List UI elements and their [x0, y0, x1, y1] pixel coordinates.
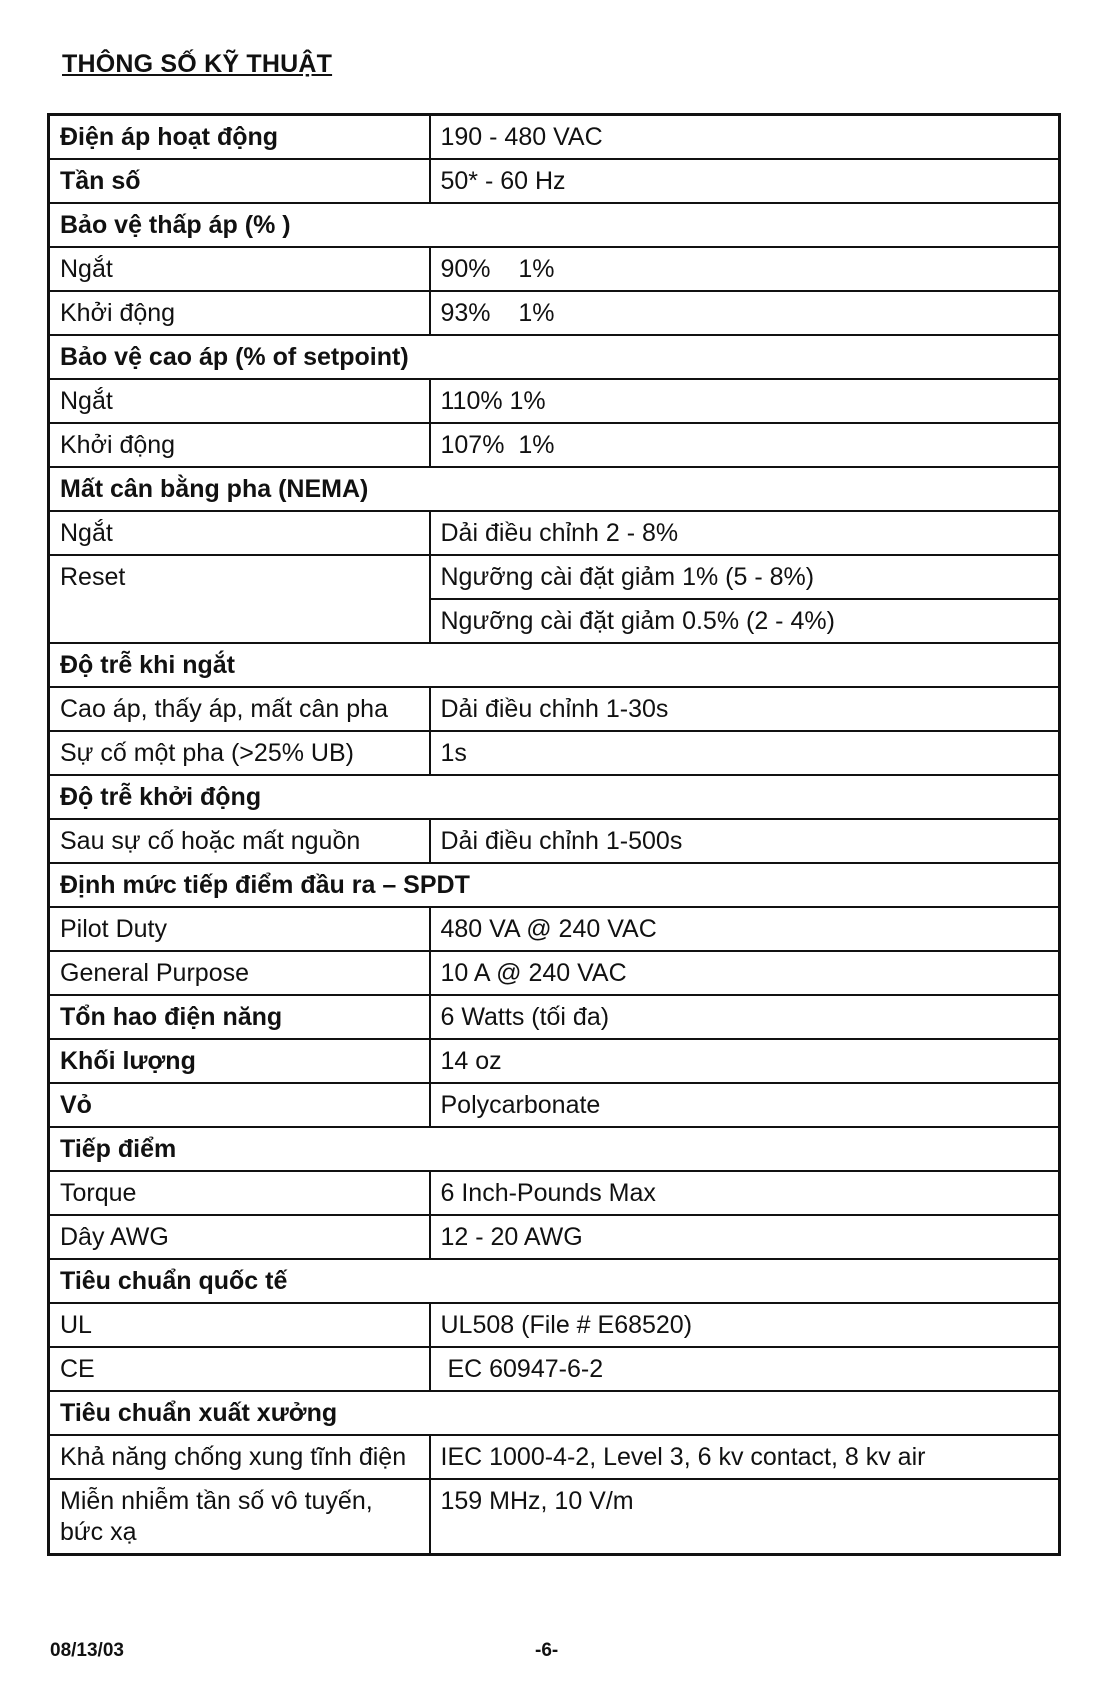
section-heading: Bảo vệ thấp áp (% ) [49, 203, 1060, 247]
row-label: Reset [49, 555, 430, 643]
row-value: 50* - 60 Hz [430, 159, 1060, 203]
row-label: General Purpose [49, 951, 430, 995]
row-label: Miễn nhiễm tần số vô tuyến, bức xạ [49, 1479, 430, 1555]
table-row [49, 159, 1060, 203]
section-heading: Bảo vệ cao áp (% of setpoint) [49, 335, 1060, 379]
row-label: Sự cố một pha (>25% UB) [49, 731, 430, 775]
table-row [49, 423, 1060, 467]
row-value: 14 oz [430, 1039, 1060, 1083]
section-heading: Tiêu chuẩn quốc tế [49, 1259, 1060, 1303]
row-value: 110% 1% [430, 379, 1060, 423]
row-value: Dải điều chỉnh 1-500s [430, 819, 1060, 863]
table-row [49, 1303, 1060, 1347]
section-row [49, 335, 1060, 379]
row-label: Vỏ [49, 1083, 430, 1127]
row-value: IEC 1000-4-2, Level 3, 6 kv contact, 8 kv air [430, 1435, 1060, 1479]
row-value: Ngưỡng cài đặt giảm 1% (5 - 8%) [430, 555, 1060, 599]
table-row [49, 1435, 1060, 1479]
section-row [49, 1127, 1060, 1171]
row-label: Ngắt [49, 247, 430, 291]
section-heading: Tiêu chuẩn xuất xưởng [49, 1391, 1060, 1435]
table-row [49, 379, 1060, 423]
section-row [49, 863, 1060, 907]
section-row [49, 643, 1060, 687]
row-label: Ngắt [49, 379, 430, 423]
row-value: 10 A @ 240 VAC [430, 951, 1060, 995]
row-value: UL508 (File # E68520) [430, 1303, 1060, 1347]
table-row [49, 115, 1060, 160]
row-label: Ngắt [49, 511, 430, 555]
table-row [49, 951, 1060, 995]
row-label: CE [49, 1347, 430, 1391]
row-label: Khả năng chống xung tĩnh điện [49, 1435, 430, 1479]
table-row [49, 291, 1060, 335]
row-value: 93% 1% [430, 291, 1060, 335]
row-value: 6 Inch-Pounds Max [430, 1171, 1060, 1215]
row-label: Cao áp, thấy áp, mất cân pha [49, 687, 430, 731]
section-row [49, 1391, 1060, 1435]
row-value: 107% 1% [430, 423, 1060, 467]
row-value: 480 VA @ 240 VAC [430, 907, 1060, 951]
row-value: Polycarbonate [430, 1083, 1060, 1127]
row-label: Khởi động [49, 423, 430, 467]
row-value: 190 - 480 VAC [430, 115, 1060, 160]
section-heading: Mất cân bằng pha (NEMA) [49, 467, 1060, 511]
table-row [49, 731, 1060, 775]
section-heading: Độ trễ khi ngắt [49, 643, 1060, 687]
row-label: Khối lượng [49, 1039, 430, 1083]
row-value: 90% 1% [430, 247, 1060, 291]
page-number: -6- [535, 1640, 559, 1661]
row-value: 1s [430, 731, 1060, 775]
section-heading: Độ trễ khởi động [49, 775, 1060, 819]
table-row [49, 555, 1060, 599]
table-row [49, 1039, 1060, 1083]
table-row [49, 247, 1060, 291]
row-label: Dây AWG [49, 1215, 430, 1259]
section-row [49, 203, 1060, 247]
row-label: UL [49, 1303, 430, 1347]
section-row [49, 775, 1060, 819]
table-row [49, 1171, 1060, 1215]
row-value: 12 - 20 AWG [430, 1215, 1060, 1259]
row-value: Ngưỡng cài đặt giảm 0.5% (2 - 4%) [430, 599, 1060, 643]
row-label: Khởi động [49, 291, 430, 335]
row-label: Tần số [49, 159, 430, 203]
row-value: Dải điều chỉnh 1-30s [430, 687, 1060, 731]
section-row [49, 467, 1060, 511]
table-row [49, 511, 1060, 555]
table-row [49, 995, 1060, 1039]
section-heading: Định mức tiếp điểm đầu ra – SPDT [49, 863, 1060, 907]
table-row [49, 907, 1060, 951]
table-row [49, 1347, 1060, 1391]
row-label: Sau sự cố hoặc mất nguồn [49, 819, 430, 863]
footer-date: 08/13/03 [50, 1640, 124, 1661]
row-label: Tổn hao điện năng [49, 995, 430, 1039]
row-value: 6 Watts (tối đa) [430, 995, 1060, 1039]
table-row [49, 1083, 1060, 1127]
page-title: THÔNG SỐ KỸ THUẬT [62, 50, 333, 78]
row-value: 159 MHz, 10 V/m [430, 1479, 1060, 1555]
section-heading: Tiếp điểm [49, 1127, 1060, 1171]
table-row [49, 1215, 1060, 1259]
row-label: Torque [49, 1171, 430, 1215]
table-row [49, 819, 1060, 863]
table-row [49, 687, 1060, 731]
row-label: Điện áp hoạt động [49, 115, 430, 160]
row-value: Dải điều chỉnh 2 - 8% [430, 511, 1060, 555]
section-row [49, 1259, 1060, 1303]
row-label: Pilot Duty [49, 907, 430, 951]
row-value: EC 60947-6-2 [430, 1347, 1060, 1391]
table-row [49, 1479, 1060, 1555]
spec-table [47, 113, 1061, 1556]
